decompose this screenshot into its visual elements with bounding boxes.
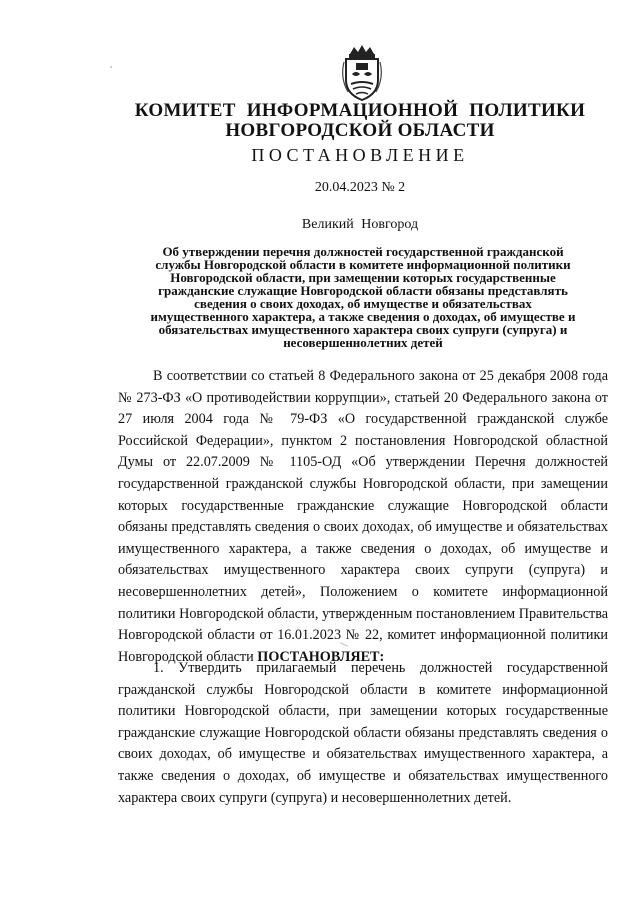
org-name-line1: КОМИТЕТ ИНФОРМАЦИОННОЙ ПОЛИТИКИ xyxy=(134,100,586,121)
title-line: Новгородской области, при замещении которых государственные xyxy=(170,270,556,285)
title-line: гражданские служащие Новгородской области обязаны представлять xyxy=(158,283,568,298)
document-city: Великий Новгород xyxy=(301,217,419,232)
org-name-line2: НОВГОРОДСКОЙ ОБЛАСТИ xyxy=(225,120,495,141)
title-line: службы Новгородской области в комитете информационной политики xyxy=(155,257,571,272)
title-line: несовершеннолетних детей xyxy=(283,335,443,350)
document-title xyxy=(118,245,608,349)
item-1-paragraph: 1. Утвердить прилагаемый перечень должностей государственной гражданской службы Новгородской области в комитете информационной политики Новгородской области, при замещении которых государственные гражданские служащие Новгородской области обязаны представлять сведения о своих доходах, об имуществе и обязательствах имущественного характера, а также сведения о доходах, об имуществе и обязательствах имущественного характера своих супруги (супруга) и несовершеннолетних детей. xyxy=(118,660,608,806)
preamble-text: В соответствии со статьей 8 Федерального закона от 25 декабря 2008 года № 273-ФЗ «О противодействии коррупции», статьей 20 Федерального закона от 27 июля 2004 года № 79-ФЗ «О государственной гражданской службе Российской Федерации», пунктом 2 постановления Новгородской областной Думы от 22.07.2009 № 1105-ОД «Об утверждении Перечня должностей государственной гражданской службы Новгородской области, при замещении которых государственные гражданские служащие Новгородской области обязаны представлять сведения о своих доходах, об имуществе и обязательствах имущественного характера, а также сведения о доходах, об имуществе и обязательствах имущественного характера своих супруги (супруга) и несовершеннолетних детей», Положением о комитете информационной политики Новгородской области, утвержденным постановлением Правительства Новгородской области от 16.01.2023 № 22, комитет информационной политики Новгородской области xyxy=(118,368,608,665)
novgorod-coat-of-arms-icon xyxy=(338,44,386,102)
scan-dot xyxy=(110,66,112,68)
document-date-number: 20.04.2023 № 2 xyxy=(314,180,406,195)
title-line: обязательствах имущественного характера своих супруги (супруга) и xyxy=(158,322,568,337)
title-line: сведения о своих доходах, об имуществе и обязательствах xyxy=(194,296,532,311)
title-line: Об утверждении перечня должностей государственной гражданской xyxy=(162,244,564,259)
document-type: ПОСТАНОВЛЕНИЕ xyxy=(251,145,469,165)
preamble-paragraph xyxy=(118,366,608,668)
title-line: имущественного характера, а также сведения о доходах, об имуществе и xyxy=(150,309,576,324)
decree-word: ПОСТАНОВЛЯЕТ: xyxy=(257,648,385,665)
